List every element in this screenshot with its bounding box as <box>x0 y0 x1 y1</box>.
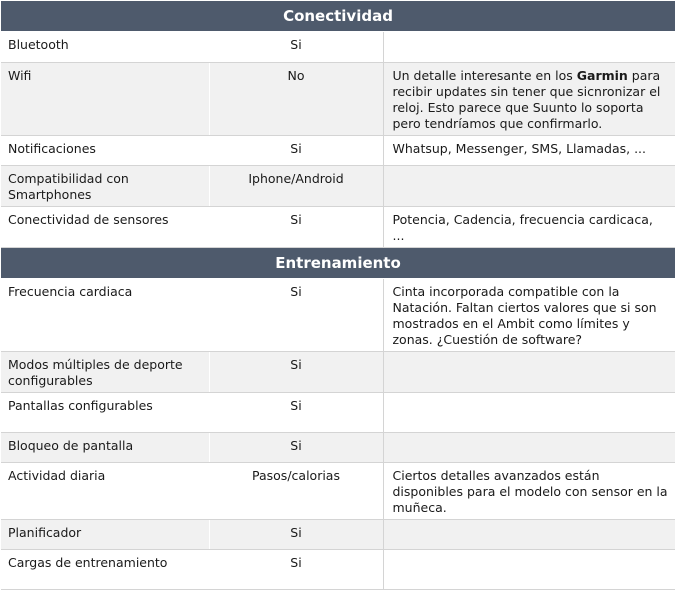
note-cell <box>383 433 675 463</box>
note-cell <box>383 520 675 550</box>
value-cell: Si <box>209 136 383 166</box>
feature-cell: Bluetooth <box>1 32 209 63</box>
table-row <box>1 136 675 166</box>
table-row <box>1 279 675 352</box>
table-row <box>1 463 675 520</box>
note-text: Un detalle interesante en los <box>392 68 577 83</box>
note-cell <box>383 352 675 393</box>
feature-cell: Notificaciones <box>1 136 209 166</box>
feature-cell: Actividad diaria <box>1 463 209 520</box>
note-cell: Cinta incorporada compatible con la Natación. Faltan ciertos valores que si son mostrados en el Ambit como límites y zonas. ¿Cuestión de software? <box>383 279 675 352</box>
value-cell: Si <box>209 520 383 550</box>
value-cell: No <box>209 63 383 136</box>
table-row <box>1 433 675 463</box>
value-cell: Si <box>209 550 383 590</box>
note-cell <box>383 63 675 136</box>
feature-cell: Modos múltiples de deporte configurables <box>1 352 209 393</box>
feature-cell: Wifi <box>1 63 209 136</box>
feature-cell: Cargas de entrenamiento <box>1 550 209 590</box>
note-cell <box>383 550 675 590</box>
feature-cell: Frecuencia cardiaca <box>1 279 209 352</box>
table-row <box>1 550 675 590</box>
table-row <box>1 207 675 248</box>
section-header-connectivity <box>1 1 675 32</box>
section-header-training <box>1 248 675 279</box>
value-cell: Si <box>209 393 383 433</box>
feature-cell: Bloqueo de pantalla <box>1 433 209 463</box>
section-title: Entrenamiento <box>1 248 675 279</box>
feature-cell: Compatibilidad con Smartphones <box>1 166 209 207</box>
table-row <box>1 32 675 63</box>
note-cell: Whatsup, Messenger, SMS, Llamadas, ... <box>383 136 675 166</box>
table-row <box>1 393 675 433</box>
section-title: Conectividad <box>1 1 675 32</box>
table-row <box>1 520 675 550</box>
value-cell: Si <box>209 279 383 352</box>
spec-table <box>1 1 675 590</box>
feature-cell: Pantallas configurables <box>1 393 209 433</box>
value-cell: Si <box>209 433 383 463</box>
feature-cell: Conectividad de sensores <box>1 207 209 248</box>
note-cell <box>383 393 675 433</box>
table-row <box>1 352 675 393</box>
note-cell <box>383 166 675 207</box>
value-cell: Iphone/Android <box>209 166 383 207</box>
note-cell <box>383 32 675 63</box>
table-row <box>1 63 675 136</box>
value-cell: Si <box>209 352 383 393</box>
value-cell: Si <box>209 207 383 248</box>
value-cell: Si <box>209 32 383 63</box>
feature-cell: Planificador <box>1 520 209 550</box>
brand-name: Garmin <box>576 68 628 83</box>
note-cell: Potencia, Cadencia, frecuencia cardicaca, ... <box>383 207 675 248</box>
note-cell: Ciertos detalles avanzados están disponibles para el modelo con sensor en la muñeca. <box>383 463 675 520</box>
table-row <box>1 166 675 207</box>
note-text: para recibir updates sin tener que sicnronizar el reloj. Esto parece que Suunto lo soporta pero tendríamos que confirmarlo. <box>392 68 661 131</box>
value-cell: Pasos/calorias <box>209 463 383 520</box>
